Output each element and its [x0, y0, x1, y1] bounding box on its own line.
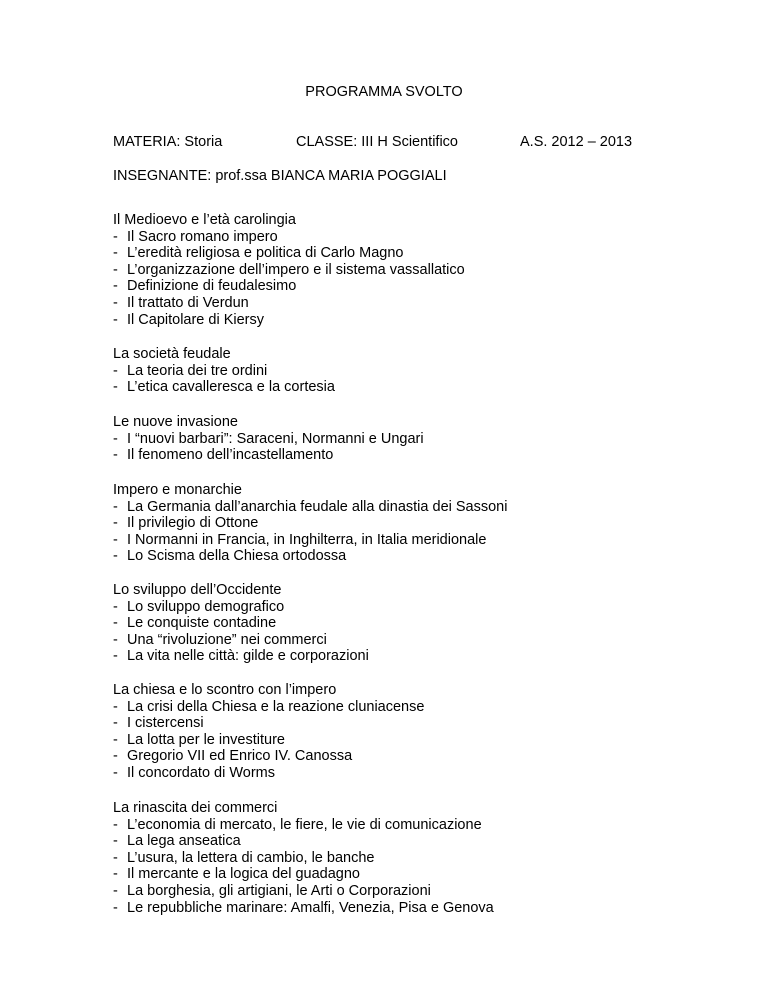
list-dash: - — [113, 228, 118, 245]
topic-text: L’usura, la lettera di cambio, le banche — [127, 849, 375, 866]
topic-text: L’economia di mercato, le fiere, le vie di comunicazione — [127, 816, 482, 833]
topic-item — [113, 748, 424, 765]
section-heading: Le nuove invasione — [113, 414, 238, 430]
list-dash: - — [113, 362, 118, 379]
list-dash: - — [113, 715, 118, 732]
topic-item — [113, 732, 424, 749]
topic-text: Una “rivoluzione” nei commerci — [127, 631, 327, 648]
topic-text: L’eredità religiosa e politica di Carlo Magno — [127, 245, 404, 262]
topic-text: Il Capitolare di Kiersy — [127, 311, 264, 328]
teacher-label: INSEGNANTE: prof.ssa BIANCA MARIA POGGIALI — [113, 168, 447, 184]
topic-text: Il concordato di Worms — [127, 764, 276, 781]
list-dash: - — [113, 278, 118, 295]
list-dash: - — [113, 498, 118, 515]
section — [113, 482, 507, 565]
section — [113, 682, 424, 782]
list-dash: - — [113, 548, 118, 565]
list-dash: - — [113, 531, 118, 548]
topic-item — [113, 363, 335, 380]
topic-text: La lotta per le investiture — [127, 731, 285, 748]
list-dash: - — [113, 294, 118, 311]
topic-list — [113, 363, 335, 396]
list-dash: - — [113, 849, 118, 866]
topic-item — [113, 262, 465, 279]
topic-item — [113, 548, 507, 565]
topic-item — [113, 229, 465, 246]
list-dash: - — [113, 748, 118, 765]
section-heading: La chiesa e lo scontro con l’impero — [113, 682, 337, 698]
list-dash: - — [113, 261, 118, 278]
topic-item — [113, 866, 494, 883]
topic-item — [113, 532, 507, 549]
list-dash: - — [113, 311, 118, 328]
topic-list — [113, 229, 465, 329]
topic-text: La crisi della Chiesa e la reazione cluniacense — [127, 698, 425, 715]
list-dash: - — [113, 447, 118, 464]
topic-item — [113, 447, 424, 464]
topic-item — [113, 699, 424, 716]
topic-text: La lega anseatica — [127, 833, 241, 850]
list-dash: - — [113, 598, 118, 615]
list-dash: - — [113, 515, 118, 532]
topic-text: Il privilegio di Ottone — [127, 515, 259, 532]
topic-item — [113, 599, 369, 616]
topic-list — [113, 599, 369, 665]
topic-text: Il fenomeno dell’incastellamento — [127, 447, 334, 464]
topic-item — [113, 817, 494, 834]
list-dash: - — [113, 833, 118, 850]
topic-item — [113, 615, 369, 632]
list-dash: - — [113, 816, 118, 833]
section-heading: La rinascita dei commerci — [113, 800, 278, 816]
section-heading: Il Medioevo e l’età carolingia — [113, 212, 296, 228]
list-dash: - — [113, 731, 118, 748]
topic-text: L’organizzazione dell’impero e il sistema vassallatico — [127, 261, 465, 278]
list-dash: - — [113, 764, 118, 781]
class-label: CLASSE: III H Scientifico — [296, 134, 458, 150]
topic-item — [113, 765, 424, 782]
page-title: PROGRAMMA SVOLTO — [305, 84, 463, 100]
topic-text: Il trattato di Verdun — [127, 294, 249, 311]
list-dash: - — [113, 882, 118, 899]
topic-item — [113, 900, 494, 917]
section — [113, 346, 335, 396]
list-dash: - — [113, 615, 118, 632]
topic-item — [113, 850, 494, 867]
school-year-label: A.S. 2012 – 2013 — [520, 134, 633, 150]
topic-item — [113, 632, 369, 649]
topic-list — [113, 499, 507, 565]
topic-item — [113, 499, 507, 516]
topic-item — [113, 515, 507, 532]
list-dash: - — [113, 245, 118, 262]
list-dash: - — [113, 631, 118, 648]
subject-label: MATERIA: Storia — [113, 134, 223, 150]
topic-list — [113, 431, 424, 464]
section — [113, 414, 424, 464]
list-dash: - — [113, 899, 118, 916]
topic-item — [113, 379, 335, 396]
section — [113, 800, 494, 916]
topic-item — [113, 312, 465, 329]
topic-item — [113, 431, 424, 448]
list-dash: - — [113, 430, 118, 447]
topic-text: La Germania dall’anarchia feudale alla dinastia dei Sassoni — [127, 498, 508, 515]
section — [113, 212, 465, 328]
topic-text: Le conquiste contadine — [127, 615, 277, 632]
list-dash: - — [113, 379, 118, 396]
topic-item — [113, 295, 465, 312]
topic-text: Gregorio VII ed Enrico IV. Canossa — [127, 748, 353, 765]
topic-text: Definizione di feudalesimo — [127, 278, 297, 295]
section — [113, 582, 369, 665]
section-heading: Lo sviluppo dell’Occidente — [113, 582, 282, 598]
topic-text: Le repubbliche marinare: Amalfi, Venezia, Pisa e Genova — [127, 899, 494, 916]
topic-list — [113, 817, 494, 917]
topic-text: Il mercante e la logica del guadagno — [127, 866, 360, 883]
topic-item — [113, 833, 494, 850]
topic-item — [113, 715, 424, 732]
section-heading: Impero e monarchie — [113, 482, 242, 498]
topic-text: Lo sviluppo demografico — [127, 598, 285, 615]
topic-text: Lo Scisma della Chiesa ortodossa — [127, 548, 347, 565]
topic-text: La borghesia, gli artigiani, le Arti o Corporazioni — [127, 882, 431, 899]
topic-text: I “nuovi barbari”: Saraceni, Normanni e Ungari — [127, 430, 424, 447]
topic-item — [113, 648, 369, 665]
list-dash: - — [113, 648, 118, 665]
topic-item — [113, 883, 494, 900]
topic-text: I cistercensi — [127, 715, 204, 732]
topic-text: L’etica cavalleresca e la cortesia — [127, 379, 335, 396]
topic-text: Il Sacro romano impero — [127, 228, 278, 245]
list-dash: - — [113, 866, 118, 883]
section-heading: La società feudale — [113, 346, 231, 362]
topic-list — [113, 699, 424, 782]
topic-item — [113, 245, 465, 262]
topic-text: La vita nelle città: gilde e corporazioni — [127, 648, 369, 665]
topic-item — [113, 278, 465, 295]
topic-text: La teoria dei tre ordini — [127, 362, 268, 379]
list-dash: - — [113, 698, 118, 715]
topic-text: I Normanni in Francia, in Inghilterra, in Italia meridionale — [127, 531, 487, 548]
